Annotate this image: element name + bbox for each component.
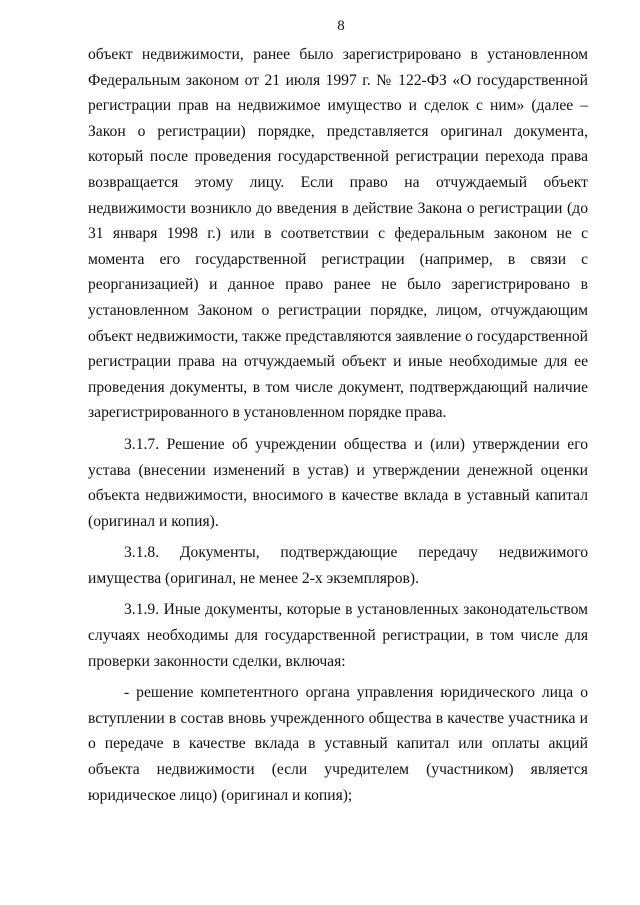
- paragraph-3-1-7: 3.1.7. Решение об учреждении общества и (или) утверждении его устава (внесении изменений в устав) и утверждении денежной оценки объекта недвижимости, вносимого в качестве вклада в уставный капитал (оригинал и копия).: [88, 435, 588, 530]
- page-number: 8: [337, 18, 345, 34]
- paragraph-3-1-8: 3.1.8. Документы, подтверждающие передачу недвижимого имущества (оригинал, не менее 2-х экземпляров).: [88, 544, 588, 587]
- paragraph-continuation: объект недвижимости, ранее было зарегистрировано в установленном Федеральным законом от 21 июля 1997 г. № 122-ФЗ «О государственной регистрации прав на недвижимое имущество и сделок с ним» (далее – Закон о регистрации) порядке, представляется оригинал документа, который после проведения государственной регистрации перехода права возвращается этому лицу. Если право на отчуждаемый объект недвижимости возникло до введения в действие Закона о регистрации (до 31 января 1998 г.) или в соответствии с федеральным законом не с момента его государственной регистрации (например, в связи с реорганизацией) и данное право ранее не было зарегистрировано в установленном Законом о регистрации порядке, лицом, отчуждающим объект недвижимости, также представляются заявление о государственной регистрации права на отчуждаемый объект и иные необходимые для ее проведения документы, в том числе документ, подтверждающий наличие зарегистрированного в установленном порядке права.: [88, 46, 588, 422]
- paragraph-3-1-9: 3.1.9. Иные документы, которые в установленных законодательством случаях необходимы для государственной регистрации, в том числе для проверки законности сделки, включая:: [88, 601, 588, 670]
- paragraph-list-item: - решение компетентного органа управления юридического лица о вступлении в состав вновь учрежденного общества в качестве участника и о передаче в качестве вклада в уставный капитал или оплаты акций объекта недвижимости (если учредителем (участником) является юридическое лицо) (оригинал и копия);: [88, 684, 588, 804]
